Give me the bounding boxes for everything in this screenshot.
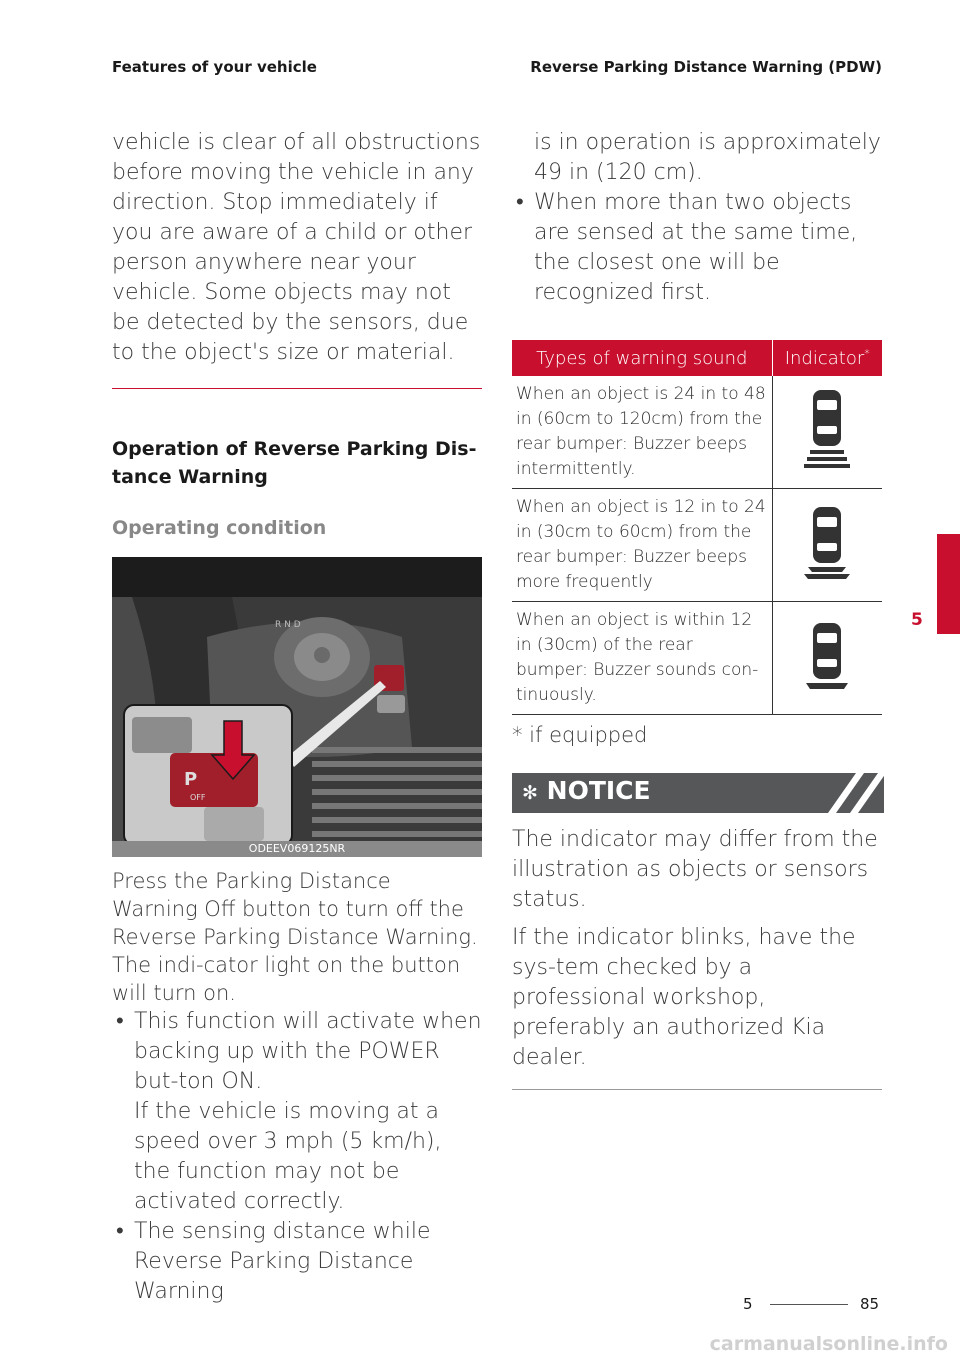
- console-photo: [112, 557, 482, 857]
- bullet-activation-text: This function will activate when backing up with the POWER but-ton ON.: [134, 1009, 482, 1094]
- press-instruction: Press the Parking Distance Warning Off button to turn off the Reverse Parking Distance Warning. The indi-cator light on the button will turn on.: [112, 869, 478, 1005]
- table-row: [512, 602, 882, 715]
- bullet-sensing-text: The sensing distance while Reverse Parking Distance Warning: [134, 1219, 431, 1304]
- off-label: OFF: [190, 793, 206, 802]
- gear-labels: R N D: [275, 620, 301, 630]
- indicator-cell: [772, 489, 882, 602]
- notice-heading: ✻ NOTICE: [522, 776, 651, 805]
- subsection-heading: Operating condition: [112, 517, 327, 539]
- row-description: When an object is 24 in to 48 in (60cm to 120cm) from the rear bumper: Buzzer beeps intermittently.: [512, 376, 772, 489]
- bullet-multiple-objects: [512, 188, 884, 308]
- car-warning-one-bar-icon: [802, 623, 852, 689]
- bullet-multiple-text: When more than two objects are sensed at the same time, the closest one will be recognized first.: [534, 190, 858, 305]
- warning-sound-table: [512, 340, 882, 715]
- range-bullets: [512, 128, 884, 308]
- intro-paragraph: vehicle is clear of all obstructions before moving the vehicle in any direction. Stop immediately if you are aware of a child or other person anywhere near your vehicle. Some objects may not be detected by the sensors, due to the object's size or material.: [112, 130, 481, 365]
- watermark: carmanualsonline.info: [709, 1333, 948, 1355]
- footer-chapter: 5: [743, 1295, 753, 1313]
- indicator-cell: [772, 602, 882, 715]
- svg-text:P: P: [184, 769, 198, 790]
- bullet-dot: •: [516, 190, 524, 215]
- footnote: * if equipped: [512, 723, 648, 747]
- table-header-indicator: Indicator*: [772, 340, 882, 376]
- notice-end-divider: [512, 1089, 882, 1090]
- notice-paragraph: If the indicator blinks, have the sys-tem checked by a professional workshop, preferably an authorized Kia dealer.: [512, 925, 856, 1070]
- car-warning-two-bars-icon: [802, 507, 852, 579]
- footer-page-number: 85: [860, 1295, 880, 1313]
- table-row: [512, 489, 882, 602]
- bullet-continued: [512, 128, 884, 188]
- row-description: When an object is 12 in to 24 in (30cm to 60cm) from the rear bumper: Buzzer beeps more frequently: [512, 489, 772, 602]
- bullet-dot: •: [116, 1219, 124, 1244]
- bullet-dot: •: [116, 1009, 124, 1034]
- condition-bullets: [112, 1007, 482, 1307]
- photo-caption: ODEEV069125NR: [112, 841, 482, 857]
- footer-divider: [770, 1304, 848, 1305]
- notice-body: [512, 825, 884, 1073]
- section-divider: [112, 388, 482, 389]
- row-description: When an object is within 12 in (30cm) of the rear bumper: Buzzer sounds con-tinuously.: [512, 602, 772, 715]
- console-illustration: [112, 557, 482, 857]
- table-row: [512, 376, 882, 489]
- chapter-tab: [937, 534, 960, 634]
- bullet-activation-note: If the vehicle is moving at a speed over 3 mph (5 km/h), the function may not be activated correctly.: [134, 1099, 442, 1214]
- section-heading: Operation of Reverse Parking Dis-tance Warning: [112, 438, 477, 488]
- bullet-continued-text: is in operation is approximately 49 in (120 cm).: [534, 130, 881, 185]
- left-column: [112, 128, 482, 1307]
- bullet-activation: [112, 1007, 482, 1217]
- chapter-tab-number: 5: [911, 610, 923, 630]
- table-header-sound: Types of warning sound: [512, 340, 772, 376]
- notice-banner: [512, 773, 884, 813]
- notice-paragraph: The indicator may differ from the illustration as objects or sensors status.: [512, 827, 878, 912]
- notice-symbol-icon: ✻: [522, 782, 538, 804]
- right-column: [512, 128, 884, 1090]
- header-section-title: Features of your vehicle: [112, 58, 317, 76]
- header-page-title: Reverse Parking Distance Warning (PDW): [530, 58, 882, 76]
- bullet-sensing-distance: [112, 1217, 482, 1307]
- car-warning-three-bars-icon: [802, 390, 852, 470]
- indicator-cell: [772, 376, 882, 489]
